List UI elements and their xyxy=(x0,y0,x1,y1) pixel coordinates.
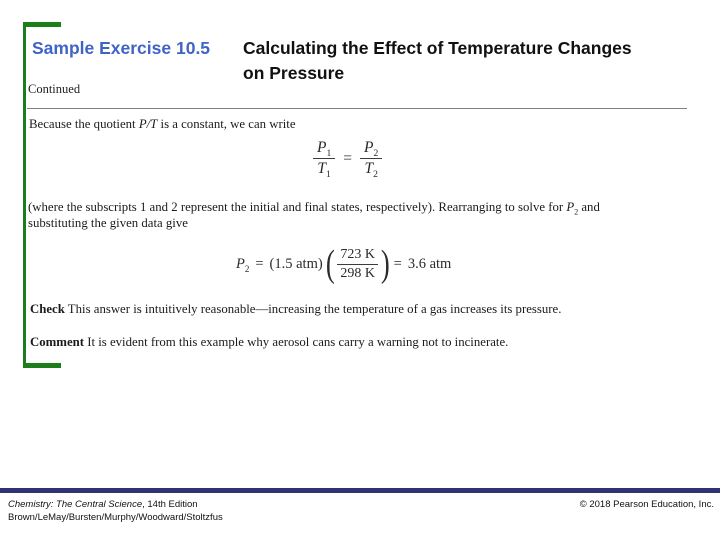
green-bracket-vertical xyxy=(23,22,26,368)
book-edition: , 14th Edition xyxy=(142,499,198,510)
page-title xyxy=(243,36,632,86)
middle-text-line1: (where the subscripts 1 and 2 represent the initial and final states, respectively). Rearranging to solve for xyxy=(28,200,567,214)
fraction-bar xyxy=(337,264,378,265)
comment-paragraph xyxy=(30,334,690,350)
check-text: This answer is intuitively reasonable—increasing the temperature of a gas increases its pressure. xyxy=(64,302,562,316)
title-line1: Calculating the Effect of Temperature Changes xyxy=(243,38,632,58)
rearranging-paragraph xyxy=(28,199,693,231)
equals-sign: = xyxy=(343,149,353,167)
green-bracket-top xyxy=(23,22,61,27)
continued-label: Continued xyxy=(28,82,81,96)
equation-gay-lussac-law xyxy=(313,139,382,181)
equals-sign: = xyxy=(255,255,264,272)
p2-subscript: 2 xyxy=(574,207,579,217)
equation-solved-pressure xyxy=(236,244,451,284)
comment-text: It is evident from this example why aerosol cans carry a warning not to incinerate. xyxy=(84,335,509,349)
equals-sign: = xyxy=(393,255,402,272)
pressure-factor: (1.5 atm) xyxy=(269,255,323,272)
fraction-bar xyxy=(313,158,335,159)
fraction-numerator: $P_1$ xyxy=(317,139,332,160)
check-label: Check xyxy=(30,302,65,316)
middle-text-line1-end: and xyxy=(578,200,600,214)
book-title: Chemistry: The Central Science xyxy=(8,499,143,510)
middle-text-line2: substituting the given data give xyxy=(28,216,188,230)
fraction-numerator: $P_2$ xyxy=(364,139,379,160)
fraction-numerator: 723 K xyxy=(340,246,375,262)
copyright-notice: © 2018 Pearson Education, Inc. xyxy=(579,499,714,510)
green-bracket-bottom xyxy=(23,363,61,368)
fraction-p2-t2 xyxy=(360,139,382,181)
result-value: 3.6 atm xyxy=(407,255,452,272)
footer-divider-bar xyxy=(0,488,720,493)
exercise-number-label: Sample Exercise 10.5 xyxy=(32,38,211,58)
fraction-denominator: $T_1$ xyxy=(317,160,331,181)
p2-symbol: P xyxy=(566,200,575,214)
intro-text-suffix: is a constant, we can write xyxy=(157,117,296,131)
close-parenthesis: ) xyxy=(380,243,390,285)
comment-label: Comment xyxy=(30,335,85,349)
fraction-bar xyxy=(360,158,382,159)
temperature-ratio-fraction xyxy=(337,247,378,282)
fraction-p1-t1 xyxy=(313,139,335,181)
open-parenthesis: ( xyxy=(325,243,335,285)
pt-quotient-symbol: P/T xyxy=(138,117,158,131)
intro-text-prefix: Because the quotient xyxy=(29,117,139,131)
fraction-denominator: $T_2$ xyxy=(364,160,378,181)
header-divider xyxy=(27,108,687,109)
footer-book-info xyxy=(8,499,223,524)
book-authors: Brown/LeMay/Bursten/Murphy/Woodward/Stoltzfus xyxy=(8,511,223,523)
title-line2: on Pressure xyxy=(243,63,345,83)
book-title-line xyxy=(8,499,223,512)
check-paragraph xyxy=(30,301,690,317)
fraction-denominator: 298 K xyxy=(340,265,375,281)
p2-term: $P_2$ xyxy=(236,255,250,274)
intro-paragraph xyxy=(29,116,689,132)
